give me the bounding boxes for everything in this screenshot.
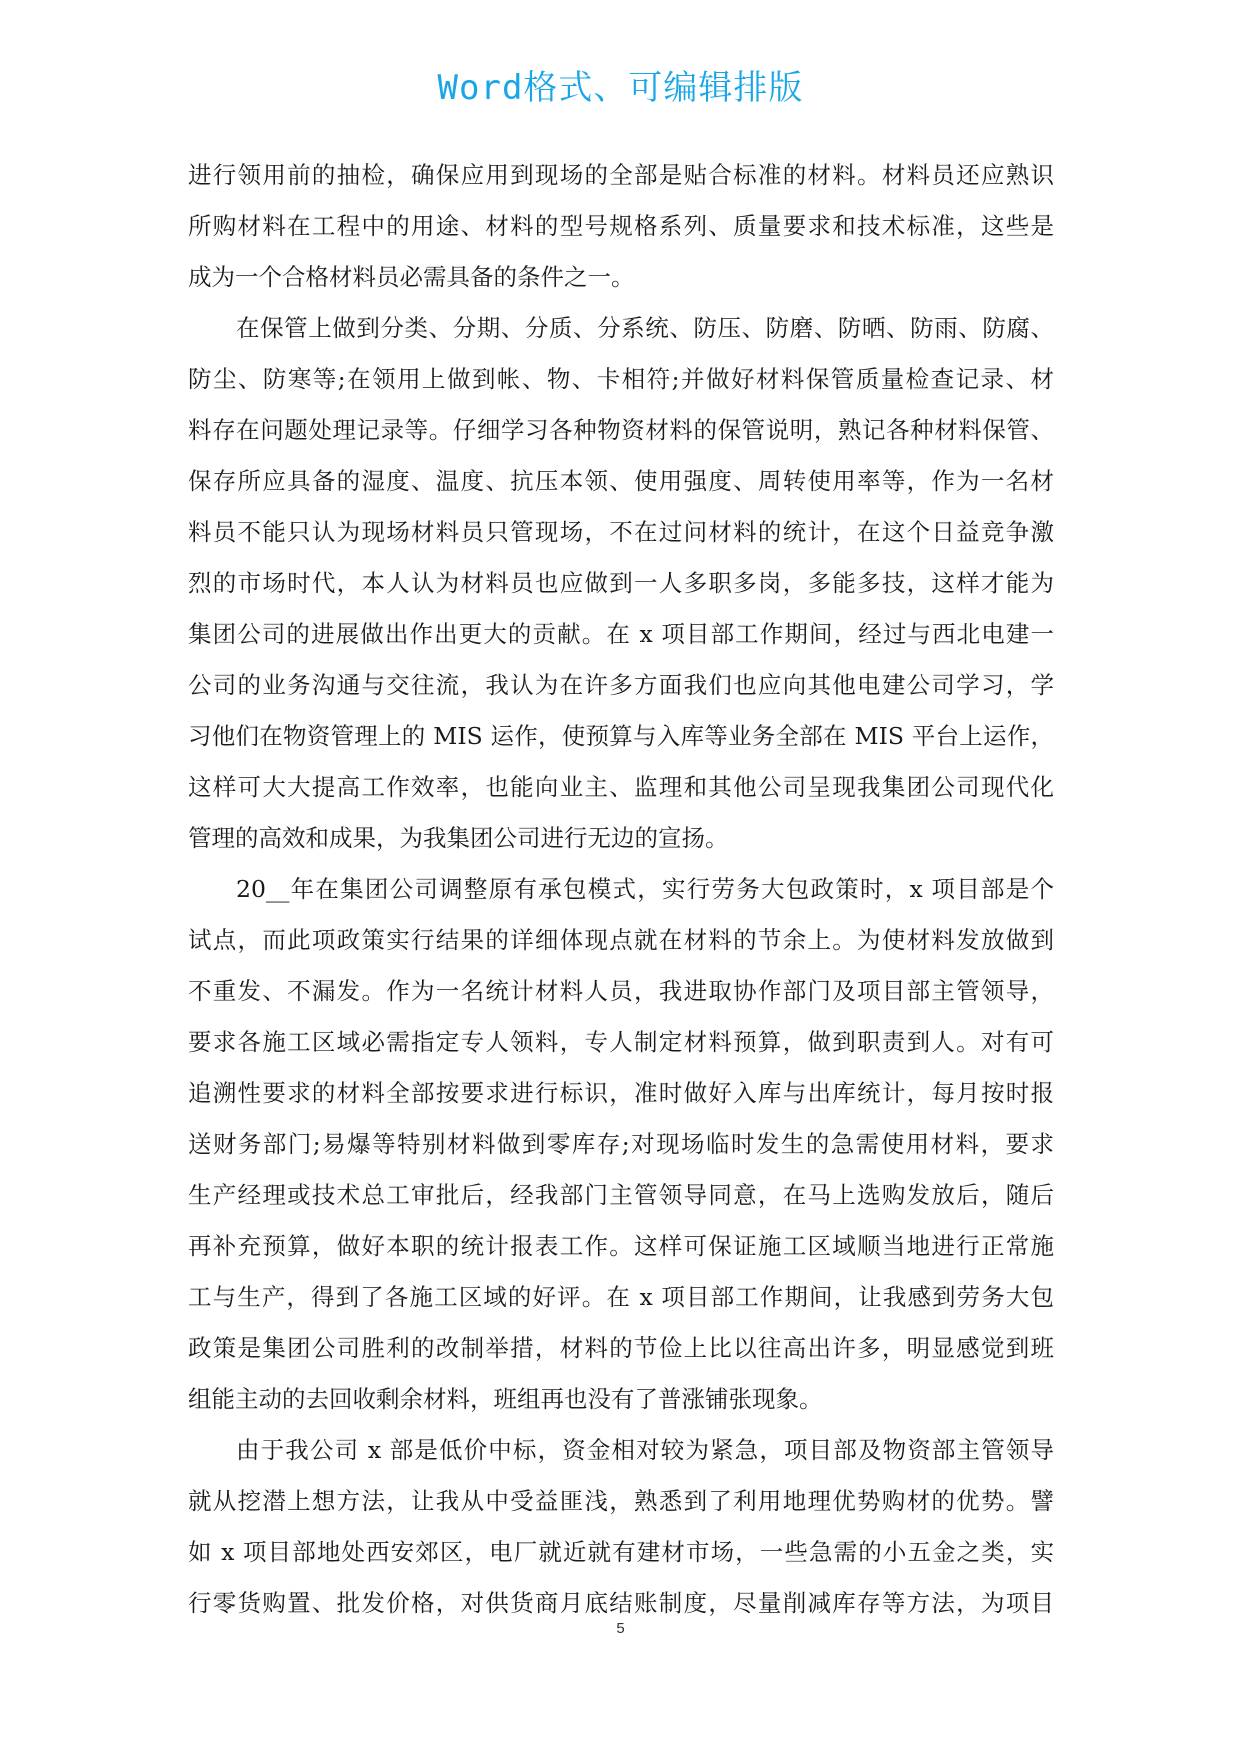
text-line: 就从挖潜上想方法，让我从中受益匪浅，熟悉到了利用地理优势购材的优势。譬	[188, 1487, 1054, 1515]
text-line: 在保管上做到分类、分期、分质、分系统、防压、防磨、防晒、防雨、防腐、	[236, 314, 1054, 342]
text-line: 习他们在物资管理上的 MIS 运作，使预算与入库等业务全部在 MIS 平台上运作，	[188, 722, 1054, 750]
page-header-title: Word格式、可编辑排版	[437, 68, 804, 108]
text-line: 料存在问题处理记录等。仔细学习各种物资材料的保管说明，熟记各种材料保管、	[188, 416, 1054, 444]
text-line: 行零货购置、批发价格，对供货商月底结账制度，尽量削减库存等方法，为项目	[188, 1589, 1054, 1617]
text-line: 20__年在集团公司调整原有承包模式，实行劳务大包政策时，x 项目部是个	[236, 875, 1054, 903]
text-line: 再补充预算，做好本职的统计报表工作。这样可保证施工区域顺当地进行正常施	[188, 1232, 1054, 1260]
text-line: 试点，而此项政策实行结果的详细体现点就在材料的节余上。为使材料发放做到	[188, 926, 1054, 954]
text-line: 保存所应具备的湿度、温度、抗压本领、使用强度、周转使用率等，作为一名材	[188, 467, 1054, 495]
text-line: 追溯性要求的材料全部按要求进行标识，准时做好入库与出库统计，每月按时报	[188, 1079, 1054, 1107]
text-line: 要求各施工区域必需指定专人领料，专人制定材料预算，做到职责到人。对有可	[188, 1028, 1054, 1056]
text-line: 组能主动的去回收剩余材料，班组再也没有了普涨铺张现象。	[188, 1385, 823, 1413]
text-line: 所购材料在工程中的用途、材料的型号规格系列、质量要求和技术标准，这些是	[188, 212, 1054, 240]
text-line: 由于我公司 x 部是低价中标，资金相对较为紧急，项目部及物资部主管领导	[236, 1436, 1054, 1464]
text-line: 生产经理或技术总工审批后，经我部门主管领导同意，在马上选购发放后，随后	[188, 1181, 1054, 1209]
text-line: 烈的市场时代，本人认为材料员也应做到一人多职多岗，多能多技，这样才能为	[188, 569, 1054, 597]
document-body	[188, 150, 1054, 1629]
text-line: 送财务部门;易爆等特别材料做到零库存;对现场临时发生的急需使用材料，要求	[188, 1130, 1054, 1158]
text-line: 进行领用前的抽检，确保应用到现场的全部是贴合标准的材料。材料员还应熟识	[188, 161, 1054, 189]
text-line: 政策是集团公司胜利的改制举措，材料的节俭上比以往高出许多，明显感觉到班	[188, 1334, 1054, 1362]
text-line: 不重发、不漏发。作为一名统计材料人员，我进取协作部门及项目部主管领导，	[188, 977, 1054, 1005]
text-line: 集团公司的进展做出作出更大的贡献。在 x 项目部工作期间，经过与西北电建一	[188, 620, 1054, 648]
text-line: 防尘、防寒等;在领用上做到帐、物、卡相符;并做好材料保管质量检查记录、材	[188, 365, 1054, 393]
text-line: 成为一个合格材料员必需具备的条件之一。	[188, 263, 635, 291]
text-line: 管理的高效和成果，为我集团公司进行无边的宣扬。	[188, 824, 729, 852]
text-line: 料员不能只认为现场材料员只管现场，不在过问材料的统计，在这个日益竞争激	[188, 518, 1054, 546]
text-line: 如 x 项目部地处西安郊区，电厂就近就有建材市场，一些急需的小五金之类，实	[188, 1538, 1054, 1566]
page-number: 5	[616, 1620, 625, 1637]
text-line: 这样可大大提高工作效率，也能向业主、监理和其他公司呈现我集团公司现代化	[188, 773, 1054, 801]
text-line: 公司的业务沟通与交往流，我认为在许多方面我们也应向其他电建公司学习，学	[188, 671, 1054, 699]
text-line: 工与生产，得到了各施工区域的好评。在 x 项目部工作期间，让我感到劳务大包	[188, 1283, 1054, 1311]
